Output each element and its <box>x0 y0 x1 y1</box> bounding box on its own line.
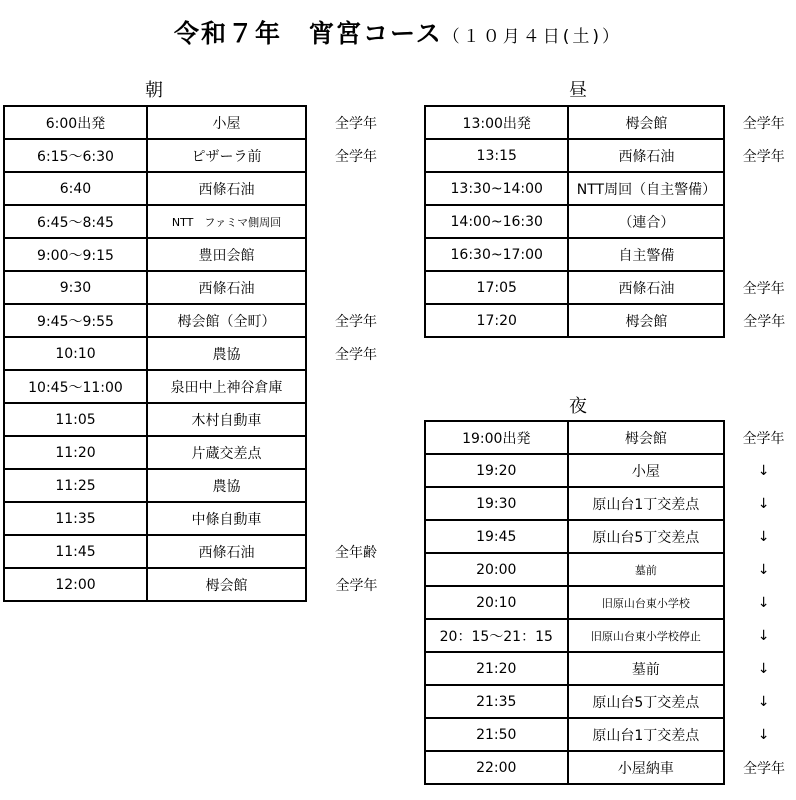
morning-note-cell <box>306 205 398 238</box>
schedule-row <box>4 238 398 271</box>
schedule-row <box>4 568 398 601</box>
noon-note-cell: 全学年 <box>743 313 786 330</box>
night-time-cell: 21:20 <box>425 652 568 685</box>
schedule-row <box>425 553 795 586</box>
night-note-cell: ↓ <box>757 561 770 578</box>
morning-place-cell: 木村自動車 <box>147 403 306 436</box>
morning-place-cell: 泉田中上神谷倉庫 <box>147 370 306 403</box>
night-note-cell: ↓ <box>757 462 770 479</box>
noon-note-cell: 全学年 <box>742 115 785 132</box>
morning-place-cell: 西條石油 <box>147 271 306 304</box>
morning-place-cell: 栂会館（全町） <box>147 304 306 337</box>
schedule-row <box>425 238 795 271</box>
morning-time-cell: 6:45～8:45 <box>4 205 147 238</box>
schedule-row <box>425 586 795 619</box>
night-note-cell: ↓ <box>757 528 770 545</box>
schedule-row <box>425 751 795 784</box>
morning-time-cell: 6:40 <box>4 172 147 205</box>
morning-place-cell: 豊田会館 <box>147 238 306 271</box>
morning-schedule-table <box>3 105 399 602</box>
morning-note-cell: 全学年 <box>335 115 377 132</box>
morning-place-cell: NTT ファミマ側周回 <box>147 205 306 238</box>
schedule-row <box>425 172 795 205</box>
night-note-cell: ↓ <box>757 660 770 677</box>
night-note-cell: ↓ <box>757 726 770 743</box>
noon-place-cell: 栂会館 <box>568 106 724 139</box>
night-note-cell: ↓ <box>757 627 770 644</box>
night-place-cell: 小屋 <box>568 454 725 487</box>
night-time-cell: 21:50 <box>425 718 568 751</box>
noon-note-cell: 全学年 <box>742 280 785 297</box>
night-place-cell: 旧原山台東小学校停止 <box>568 619 725 652</box>
page-title <box>0 14 796 50</box>
morning-time-cell: 9:45～9:55 <box>4 304 147 337</box>
night-time-cell: 20:10 <box>425 586 568 619</box>
schedule-row <box>425 421 795 454</box>
night-note-cell: 全学年 <box>742 430 785 447</box>
night-note-cell: ↓ <box>757 495 770 512</box>
schedule-row <box>4 469 398 502</box>
morning-note-cell <box>306 469 398 502</box>
noon-time-cell: 13:30~14:00 <box>425 172 568 205</box>
morning-time-cell: 11:35 <box>4 502 147 535</box>
morning-time-cell: 9:00～9:15 <box>4 238 147 271</box>
morning-note-cell <box>306 238 398 271</box>
morning-note-cell <box>306 172 398 205</box>
noon-time-cell: 16:30~17:00 <box>425 238 568 271</box>
morning-note-cell: 全年齢 <box>335 544 377 561</box>
schedule-row <box>425 106 795 139</box>
morning-time-cell: 6:15～6:30 <box>4 139 147 172</box>
morning-time-cell: 11:05 <box>4 403 147 436</box>
schedule-row <box>425 139 795 172</box>
night-place-cell: 墓前 <box>568 553 725 586</box>
night-time-cell: 19:20 <box>425 454 568 487</box>
noon-place-cell: 西條石油 <box>568 271 724 304</box>
night-time-cell: 20：15～21：15 <box>425 619 568 652</box>
schedule-row <box>4 139 398 172</box>
morning-note-cell <box>306 370 398 403</box>
night-place-cell: 原山台5丁交差点 <box>568 685 725 718</box>
night-place-cell: 原山台1丁交差点 <box>568 487 725 520</box>
noon-schedule-table <box>424 105 796 338</box>
night-note-cell: 全学年 <box>743 760 786 777</box>
noon-time-cell: 13:00出発 <box>425 106 568 139</box>
schedule-row <box>425 205 795 238</box>
schedule-row <box>425 487 795 520</box>
morning-place-cell: ピザーラ前 <box>147 139 306 172</box>
morning-place-cell: 栂会館 <box>147 568 306 601</box>
schedule-row <box>425 718 795 751</box>
noon-time-cell: 17:05 <box>425 271 568 304</box>
schedule-row <box>4 271 398 304</box>
schedule-row <box>425 652 795 685</box>
night-place-cell: 墓前 <box>568 652 725 685</box>
night-place-cell: 栂会館 <box>568 421 725 454</box>
night-note-cell: ↓ <box>757 693 770 710</box>
morning-note-cell <box>306 502 398 535</box>
night-time-cell: 21:35 <box>425 685 568 718</box>
morning-place-cell: 中條自動車 <box>147 502 306 535</box>
title-date: （１０月４日(土)） <box>442 27 623 47</box>
schedule-row <box>425 271 795 304</box>
schedule-row <box>4 337 398 370</box>
night-heading: 夜 <box>569 396 587 417</box>
schedule-row <box>4 535 398 568</box>
night-note-cell: ↓ <box>757 594 770 611</box>
morning-time-cell: 10:10 <box>4 337 147 370</box>
noon-note-cell <box>724 205 795 238</box>
schedule-row <box>4 436 398 469</box>
schedule-row <box>4 370 398 403</box>
schedule-row <box>4 172 398 205</box>
morning-time-cell: 10:45～11:00 <box>4 370 147 403</box>
schedule-row <box>425 520 795 553</box>
morning-place-cell: 西條石油 <box>147 535 306 568</box>
night-time-cell: 19:00出発 <box>425 421 568 454</box>
morning-time-cell: 11:45 <box>4 535 147 568</box>
noon-time-cell: 17:20 <box>425 304 568 337</box>
noon-time-cell: 14:00~16:30 <box>425 205 568 238</box>
morning-note-cell <box>306 403 398 436</box>
night-place-cell: 原山台5丁交差点 <box>568 520 725 553</box>
schedule-row <box>425 619 795 652</box>
morning-place-cell: 農協 <box>147 337 306 370</box>
schedule-row <box>425 304 795 337</box>
morning-place-cell: 小屋 <box>147 106 306 139</box>
morning-place-cell: 片蔵交差点 <box>147 436 306 469</box>
morning-place-cell: 農協 <box>147 469 306 502</box>
noon-note-cell: 全学年 <box>742 148 785 165</box>
noon-place-cell: 自主警備 <box>568 238 724 271</box>
night-place-cell: 原山台1丁交差点 <box>568 718 725 751</box>
schedule-row <box>4 205 398 238</box>
night-time-cell: 19:45 <box>425 520 568 553</box>
morning-time-cell: 6:00出発 <box>4 106 147 139</box>
title-main: 令和７年 宵宮コース <box>173 19 443 48</box>
morning-time-cell: 11:20 <box>4 436 147 469</box>
night-schedule-table <box>424 420 796 785</box>
schedule-row <box>4 304 398 337</box>
noon-place-cell: NTT周回（自主警備） <box>568 172 724 205</box>
morning-note-cell: 全学年 <box>335 346 377 363</box>
noon-note-cell <box>724 172 795 205</box>
morning-time-cell: 11:25 <box>4 469 147 502</box>
night-place-cell: 旧原山台東小学校 <box>568 586 725 619</box>
noon-time-cell: 13:15 <box>425 139 568 172</box>
night-time-cell: 20:00 <box>425 553 568 586</box>
morning-note-cell <box>306 436 398 469</box>
schedule-row <box>4 106 398 139</box>
noon-place-cell: （連合） <box>568 205 724 238</box>
schedule-row <box>425 685 795 718</box>
morning-note-cell: 全学年 <box>335 313 377 330</box>
night-place-cell: 小屋納車 <box>568 751 725 784</box>
schedule-row <box>4 403 398 436</box>
morning-note-cell: 全学年 <box>335 148 377 165</box>
noon-heading: 昼 <box>569 80 587 101</box>
schedule-row <box>425 454 795 487</box>
morning-heading: 朝 <box>145 80 163 101</box>
morning-time-cell: 12:00 <box>4 568 147 601</box>
morning-note-cell: 全学年 <box>335 577 378 594</box>
noon-place-cell: 西條石油 <box>568 139 724 172</box>
night-time-cell: 19:30 <box>425 487 568 520</box>
schedule-row <box>4 502 398 535</box>
night-time-cell: 22:00 <box>425 751 568 784</box>
morning-time-cell: 9:30 <box>4 271 147 304</box>
noon-note-cell <box>724 238 795 271</box>
morning-place-cell: 西條石油 <box>147 172 306 205</box>
noon-place-cell: 栂会館 <box>568 304 724 337</box>
morning-note-cell <box>306 271 398 304</box>
